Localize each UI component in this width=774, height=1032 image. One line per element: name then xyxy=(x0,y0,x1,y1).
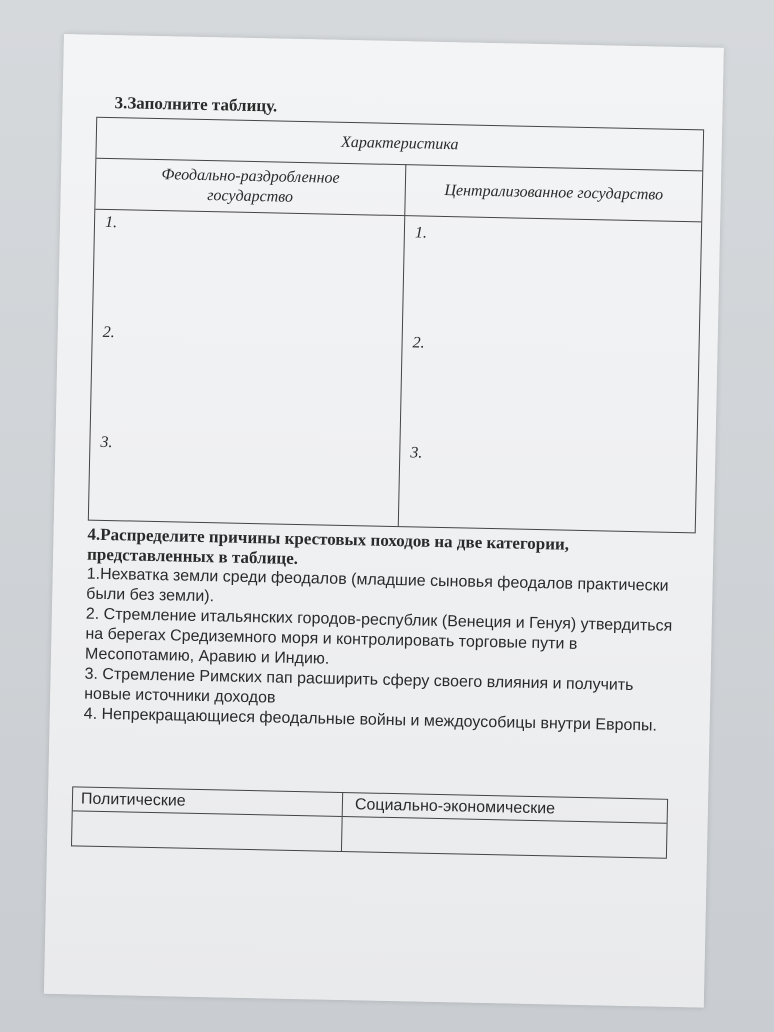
categories-table xyxy=(71,786,668,858)
feudal-item-3-number: 3. xyxy=(100,433,113,452)
cause-item-4: 4. Непрекращающиеся феодальные войны и междоусобицы внутри Европы. xyxy=(83,705,658,735)
worksheet-page xyxy=(44,34,724,1008)
characteristics-table xyxy=(88,117,704,534)
column-heading-feudal xyxy=(95,158,406,216)
exercise-3-title: 3.Заполните таблицу. xyxy=(114,93,278,116)
political-answer-cell[interactable] xyxy=(72,811,343,851)
exercise-4 xyxy=(84,525,678,737)
centralized-item-2-number: 2. xyxy=(412,334,425,352)
exercise-4-title: 4.Распределите причины крестовых походов на две категории, представленных в таблице. xyxy=(86,524,570,569)
centralized-item-3-number: 3. xyxy=(410,444,423,462)
cause-item-2: 2. Стремление итальянских городов-республик (Венеция и Генуя) утвердиться на берегах Средиземного моря и контролировать торговые пути в Месопотамию, Аравию и Индию. xyxy=(84,605,673,668)
centralized-column-cell[interactable] xyxy=(399,216,701,532)
feudal-column-cell[interactable] xyxy=(89,210,405,526)
cause-item-3: 3. Стремление Римских пап расширить сферу своего влияния и получить новые источники доходов xyxy=(84,665,634,707)
column-heading-feudal-text: Феодально-раздробленное государство xyxy=(161,165,340,206)
cause-item-1: 1.Нехватка земли среди феодалов (младшие сыновья феодалов практически были без земли). xyxy=(86,565,669,606)
socioeconomic-answer-cell[interactable] xyxy=(342,817,667,858)
centralized-item-1-number: 1. xyxy=(414,224,428,242)
column-heading-political: Политические xyxy=(73,787,343,817)
column-heading-centralized: Централизованное государство xyxy=(405,164,702,222)
feudal-item-2-number: 2. xyxy=(102,323,115,342)
feudal-item-1-number: 1. xyxy=(104,213,118,232)
table-header-characteristic: Характеристика xyxy=(96,118,703,172)
causes-list xyxy=(84,565,677,737)
column-heading-socioeconomic: Социально-экономические xyxy=(343,793,667,824)
